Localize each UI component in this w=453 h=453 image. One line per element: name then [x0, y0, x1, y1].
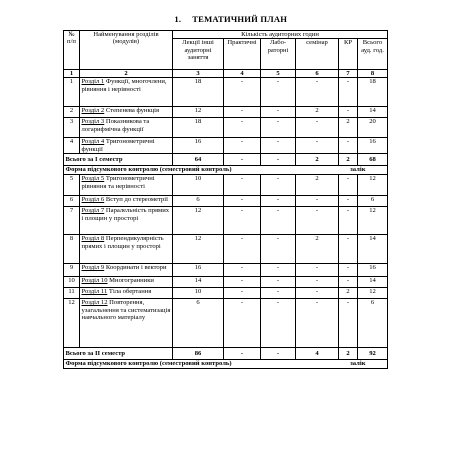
section-row	[64, 175, 388, 196]
row-name	[80, 235, 173, 264]
cell-kr: -	[339, 207, 358, 235]
cell-lab: -	[261, 118, 296, 138]
cell-lectures: 14	[173, 277, 224, 288]
cell-kr: -	[339, 175, 358, 196]
cell-seminar: -	[296, 138, 339, 154]
cell-kr: 2	[339, 288, 358, 299]
control-form-value: залік	[350, 360, 366, 368]
cell-lab: -	[261, 78, 296, 107]
cell-lab: -	[261, 107, 296, 118]
total-lab: -	[261, 154, 296, 166]
total-total: 92	[358, 348, 388, 360]
row-number: 1	[64, 78, 80, 107]
cell-lab: -	[261, 196, 296, 207]
colnum-2: 2	[80, 70, 173, 78]
total-lectures: 64	[173, 154, 224, 166]
header-kr: КР	[339, 39, 358, 70]
section-row	[64, 235, 388, 264]
total-practical: -	[224, 154, 261, 166]
section-title: Функції, многочлени, рівняння і нерівності	[81, 78, 167, 93]
cell-practical: -	[224, 288, 261, 299]
colnum-4: 4	[224, 70, 261, 78]
cell-seminar: -	[296, 196, 339, 207]
row-name	[80, 264, 173, 277]
row-number: 2	[64, 107, 80, 118]
header-no: № п/п	[64, 31, 80, 70]
semester-total-label: Всього за ІІ семестр	[64, 348, 173, 360]
cell-total: 14	[358, 107, 388, 118]
row-number: 12	[64, 299, 80, 348]
section-title: Тригонометричні функції	[81, 138, 155, 153]
control-form-cell	[64, 166, 388, 175]
cell-kr: -	[339, 196, 358, 207]
cell-lab: -	[261, 138, 296, 154]
section-prefix: Розділ 9	[81, 264, 105, 272]
section-row	[64, 299, 388, 348]
section-prefix: Розділ 6	[81, 196, 105, 204]
cell-lectures: 18	[173, 78, 224, 107]
row-name	[80, 175, 173, 196]
colnum-5: 5	[261, 70, 296, 78]
cell-lectures: 16	[173, 264, 224, 277]
header-group: Кількість аудиторних годин	[173, 31, 388, 39]
cell-practical: -	[224, 235, 261, 264]
cell-lectures: 6	[173, 299, 224, 348]
section-row	[64, 107, 388, 118]
total-kr: 2	[339, 154, 358, 166]
section-title: Вступ до стереометрії	[105, 196, 168, 204]
section-row	[64, 78, 388, 107]
section-row	[64, 138, 388, 154]
cell-lab: -	[261, 175, 296, 196]
cell-lectures: 18	[173, 118, 224, 138]
section-prefix: Розділ 11	[81, 288, 108, 296]
cell-practical: -	[224, 175, 261, 196]
section-prefix: Розділ 2	[81, 107, 105, 115]
cell-kr: -	[339, 299, 358, 348]
row-name	[80, 299, 173, 348]
cell-practical: -	[224, 196, 261, 207]
title-number: 1.	[174, 14, 182, 24]
row-name	[80, 196, 173, 207]
cell-lectures: 12	[173, 107, 224, 118]
section-title: Координати і вектори	[105, 264, 167, 272]
cell-total: 14	[358, 277, 388, 288]
section-prefix: Розділ 3	[81, 118, 105, 126]
header-practical: Практичні	[224, 39, 261, 70]
section-row	[64, 207, 388, 235]
cell-lectures: 6	[173, 196, 224, 207]
total-lab: -	[261, 348, 296, 360]
cell-seminar: -	[296, 288, 339, 299]
row-name	[80, 78, 173, 107]
row-number: 5	[64, 175, 80, 196]
section-row	[64, 277, 388, 288]
cell-total: 20	[358, 118, 388, 138]
cell-seminar: -	[296, 207, 339, 235]
cell-kr: -	[339, 277, 358, 288]
section-prefix: Розділ 7	[81, 207, 105, 215]
cell-lab: -	[261, 207, 296, 235]
cell-lectures: 10	[173, 288, 224, 299]
cell-lectures: 10	[173, 175, 224, 196]
control-form-cell	[64, 360, 388, 369]
colnum-7: 7	[339, 70, 358, 78]
header-lab: Лабо-раторні	[261, 39, 296, 70]
cell-total: 6	[358, 196, 388, 207]
row-number: 4	[64, 138, 80, 154]
control-form-row	[64, 166, 388, 175]
semester-total-row	[64, 154, 388, 166]
section-prefix: Розділ 5	[81, 175, 105, 183]
header-name: Найменування розділів (модулів)	[80, 31, 173, 70]
colnum-8: 8	[358, 70, 388, 78]
section-prefix: Розділ 10	[81, 277, 108, 285]
row-number: 9	[64, 264, 80, 277]
document-title	[0, 14, 453, 24]
cell-seminar: 2	[296, 235, 339, 264]
header-total: Всього ауд. год.	[358, 39, 388, 70]
total-seminar: 4	[296, 348, 339, 360]
section-title: Степенева функція	[105, 107, 160, 115]
cell-kr: -	[339, 78, 358, 107]
colnum-1: 1	[64, 70, 80, 78]
row-number: 11	[64, 288, 80, 299]
header-lectures: Лекції інші аудиторні заняття	[173, 39, 224, 70]
cell-practical: -	[224, 277, 261, 288]
control-form-value: залік	[350, 166, 366, 174]
section-row	[64, 288, 388, 299]
section-title: Паралельність прямих і площин у просторі	[81, 207, 170, 222]
cell-practical: -	[224, 78, 261, 107]
section-row	[64, 264, 388, 277]
column-numbers-row	[64, 70, 388, 78]
cell-lab: -	[261, 288, 296, 299]
cell-total: 16	[358, 138, 388, 154]
cell-seminar: 2	[296, 107, 339, 118]
cell-practical: -	[224, 299, 261, 348]
cell-seminar: -	[296, 118, 339, 138]
control-form-label: Форма підсумкового контролю (семестровий контроль)	[65, 360, 232, 368]
row-name	[80, 207, 173, 235]
row-name	[80, 277, 173, 288]
cell-lab: -	[261, 277, 296, 288]
cell-lab: -	[261, 235, 296, 264]
row-number: 6	[64, 196, 80, 207]
cell-total: 12	[358, 207, 388, 235]
cell-kr: -	[339, 138, 358, 154]
row-number: 8	[64, 235, 80, 264]
total-seminar: 2	[296, 154, 339, 166]
total-kr: 2	[339, 348, 358, 360]
section-row	[64, 196, 388, 207]
cell-total: 6	[358, 299, 388, 348]
semester-total-row	[64, 348, 388, 360]
row-name	[80, 138, 173, 154]
cell-total: 18	[358, 78, 388, 107]
cell-total: 12	[358, 175, 388, 196]
cell-lab: -	[261, 299, 296, 348]
row-name	[80, 118, 173, 138]
section-title: Тіла обертання	[108, 288, 152, 296]
row-number: 3	[64, 118, 80, 138]
section-title: Повторення, узагальнення та систематизація навчального матеріалу	[81, 299, 171, 322]
cell-seminar: -	[296, 277, 339, 288]
cell-practical: -	[224, 107, 261, 118]
section-prefix: Розділ 1	[81, 78, 105, 86]
colnum-6: 6	[296, 70, 339, 78]
cell-seminar: -	[296, 299, 339, 348]
section-title: Тригонометричні рівняння та нерівності	[81, 175, 155, 190]
section-prefix: Розділ 12	[81, 299, 108, 307]
control-form-row	[64, 360, 388, 369]
cell-total: 12	[358, 288, 388, 299]
total-practical: -	[224, 348, 261, 360]
section-row	[64, 118, 388, 138]
cell-lectures: 16	[173, 138, 224, 154]
section-title: Показникова та логарифмічна функції	[81, 118, 150, 133]
cell-total: 16	[358, 264, 388, 277]
cell-kr: 2	[339, 118, 358, 138]
section-title: Перпендикулярність прямих і площин у просторі	[81, 235, 164, 250]
cell-kr: -	[339, 264, 358, 277]
cell-lectures: 12	[173, 207, 224, 235]
cell-lab: -	[261, 264, 296, 277]
row-name	[80, 288, 173, 299]
cell-kr: -	[339, 107, 358, 118]
section-title: Многогранники	[109, 277, 154, 285]
total-total: 68	[358, 154, 388, 166]
cell-seminar: -	[296, 264, 339, 277]
cell-total: 14	[358, 235, 388, 264]
title-text: ТЕМАТИЧНИЙ ПЛАН	[192, 14, 288, 24]
section-prefix: Розділ 4	[81, 138, 105, 146]
thematic-plan-table	[63, 30, 388, 369]
colnum-3: 3	[173, 70, 224, 78]
header-row-top	[64, 31, 388, 39]
cell-kr: -	[339, 235, 358, 264]
cell-seminar: -	[296, 78, 339, 107]
header-seminar: семінар	[296, 39, 339, 70]
cell-lectures: 12	[173, 235, 224, 264]
semester-total-label: Всього за І семестр	[64, 154, 173, 166]
cell-seminar: 2	[296, 175, 339, 196]
row-number: 7	[64, 207, 80, 235]
cell-practical: -	[224, 264, 261, 277]
total-lectures: 86	[173, 348, 224, 360]
cell-practical: -	[224, 118, 261, 138]
cell-practical: -	[224, 138, 261, 154]
row-name	[80, 107, 173, 118]
section-prefix: Розділ 8	[81, 235, 105, 243]
cell-practical: -	[224, 207, 261, 235]
control-form-label: Форма підсумкового контролю (семестровий контроль)	[65, 166, 232, 174]
row-number: 10	[64, 277, 80, 288]
